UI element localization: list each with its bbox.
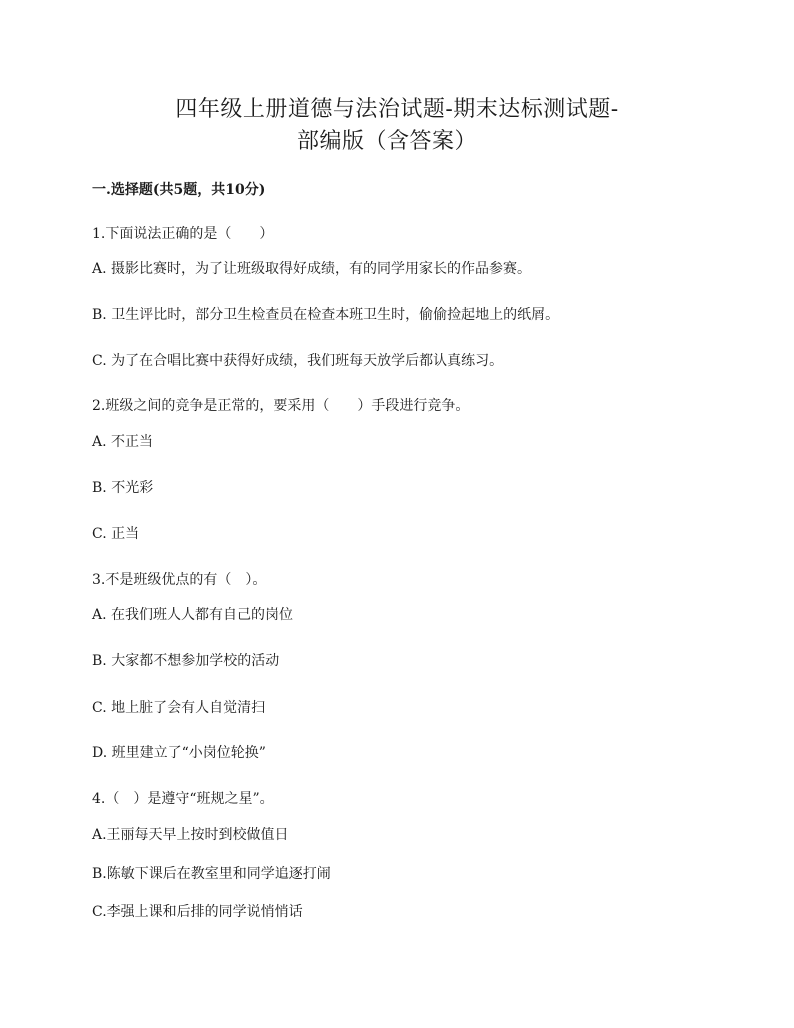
question-1: 1.下面说法正确的是（ ） bbox=[92, 226, 274, 242]
question-2-option-c: C. 正当 bbox=[92, 526, 140, 542]
question-4-option-c: C.李强上课和后排的同学说悄悄话 bbox=[92, 904, 303, 920]
question-4: 4.（ ）是遵守“班规之星”。 bbox=[92, 791, 274, 807]
document-title-line-2: 部编版（含答案） bbox=[296, 129, 477, 154]
question-2-option-a: A. 不正当 bbox=[92, 434, 154, 450]
question-1-option-c: C. 为了在合唱比赛中获得好成绩，我们班每天放学后都认真练习。 bbox=[92, 353, 504, 369]
question-3-option-d: D. 班里建立了“小岗位轮换” bbox=[92, 745, 266, 761]
section-heading: 一.选择题(共5题，共10分) bbox=[92, 182, 266, 198]
question-3-option-b: B. 大家都不想参加学校的活动 bbox=[92, 653, 280, 669]
document-title-line-1: 四年级上册道德与法治试题-期末达标测试题- bbox=[175, 97, 619, 122]
question-4-option-b: B.陈敏下课后在教室里和同学追逐打闹 bbox=[92, 866, 331, 882]
question-3: 3.不是班级优点的有（ ）。 bbox=[92, 572, 267, 588]
question-2: 2.班级之间的竞争是正常的，要采用（ ）手段进行竞争。 bbox=[92, 398, 470, 414]
question-4-option-a: A.王丽每天早上按时到校做值日 bbox=[92, 827, 289, 843]
question-1-option-a: A. 摄影比赛时，为了让班级取得好成绩，有的同学用家长的作品参赛。 bbox=[92, 261, 532, 277]
question-1-option-b: B. 卫生评比时，部分卫生检查员在检查本班卫生时，偷偷捡起地上的纸屑。 bbox=[92, 307, 560, 323]
question-2-option-b: B. 不光彩 bbox=[92, 480, 154, 496]
question-3-option-a: A. 在我们班人人都有自己的岗位 bbox=[92, 607, 294, 623]
question-3-option-c: C. 地上脏了会有人自觉清扫 bbox=[92, 700, 266, 716]
